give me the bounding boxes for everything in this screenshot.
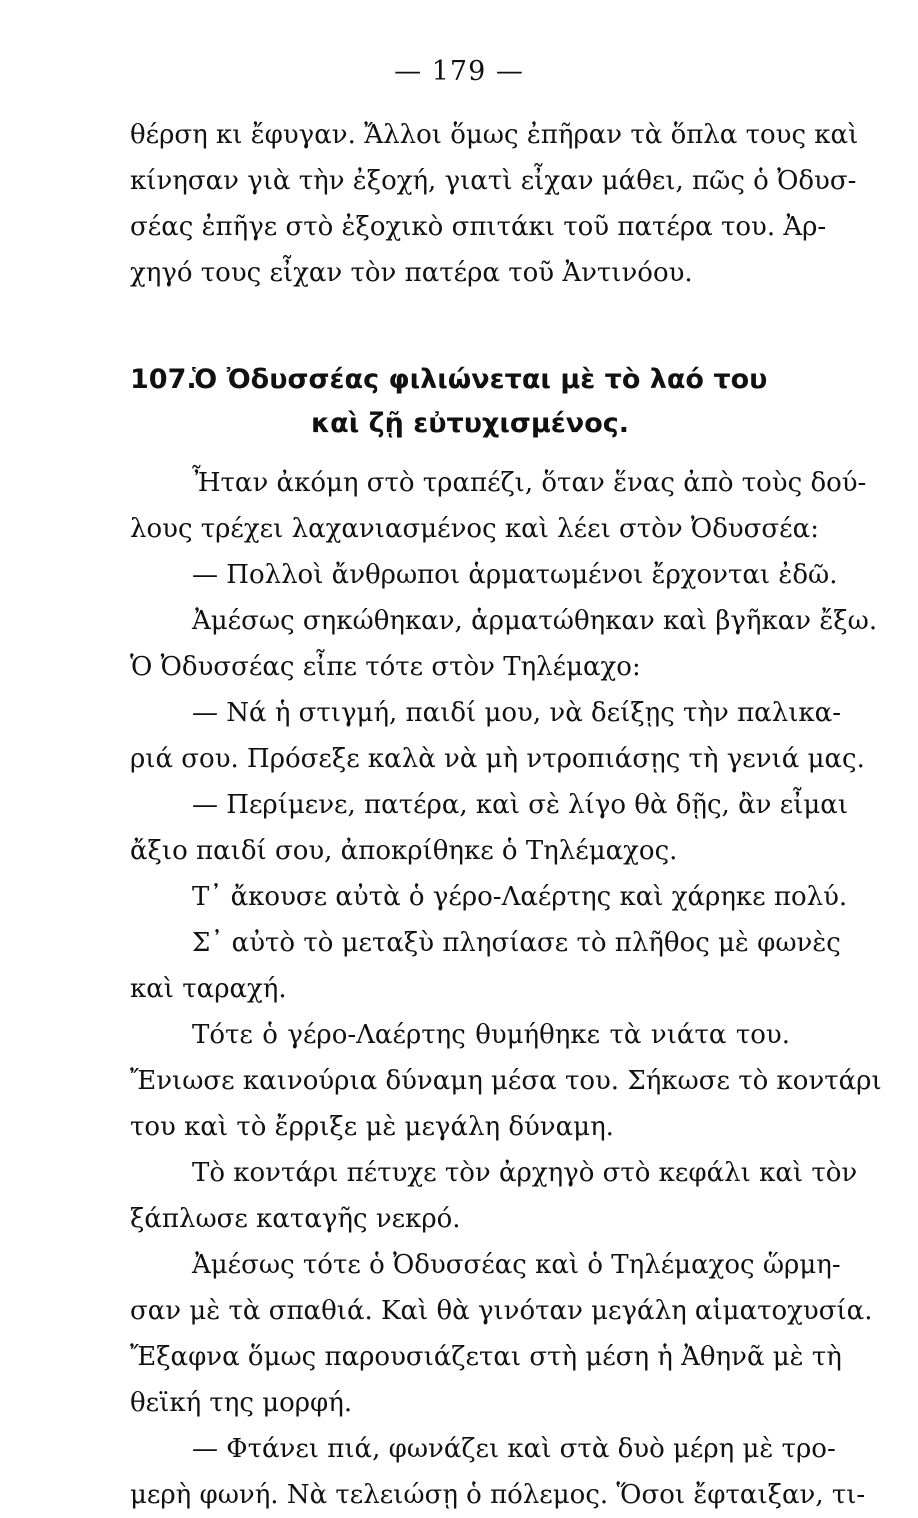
dialogue-line: — Νά ἡ στιγμή, παιδί μου, νὰ δείξῃς τὴν παλικα- [192, 698, 841, 728]
paragraph-line: μερὴ φωνή. Νὰ τελειώσῃ ὁ πόλεμος. Ὅσοι ἔφταιξαν, τι- [130, 1480, 866, 1510]
page-number: — 179 — [394, 56, 524, 87]
paragraph-line: σαν μὲ τὰ σπαθιά. Καὶ θὰ γινόταν μεγάλη αἱματοχυσία. [130, 1296, 873, 1326]
dialogue-line: — Πολλοὶ ἄνθρωποι ἁρματωμένοι ἔρχονται ἐδῶ. [192, 560, 838, 590]
section-title-part-1: Ὁ Ὀδυσσέας φιλιώνεται μὲ τὸ λαό του [192, 364, 768, 395]
paragraph-line: του καὶ τὸ ἔρριξε μὲ μεγάλη δύναμη. [130, 1112, 614, 1142]
paragraph-line: Ἀμέσως τότε ὁ Ὀδυσσέας καὶ ὁ Τηλέμαχος ὥρμη- [192, 1250, 841, 1280]
section-number: 107. [130, 364, 197, 395]
paragraph-line: Τ᾽ ἄκουσε αὐτὰ ὁ γέρο-Λαέρτης καὶ χάρηκε πολύ. [192, 882, 848, 912]
dialogue-line: — Φτάνει πιά, φωνάζει καὶ στὰ δυὸ μέρη μὲ τρο- [192, 1434, 836, 1464]
section-title-part-2: καὶ ζῇ εὐτυχισμένος. [310, 408, 629, 439]
paragraph-line: καὶ ταραχή. [130, 974, 287, 1004]
paragraph-line: ξάπλωσε καταγῆς νεκρό. [130, 1204, 461, 1234]
text-block [130, 112, 882, 1518]
paragraph-line: θέρση κι ἔφυγαν. Ἄλλοι ὅμως ἐπῆραν τὰ ὅπλα τους καὶ [130, 120, 859, 150]
dialogue-line: — Περίμενε, πατέρα, καὶ σὲ λίγο θὰ δῇς, ἂν εἶμαι [192, 790, 849, 820]
paragraph-line: θεϊκή της μορφή. [130, 1388, 353, 1418]
paragraph-line: κίνησαν γιὰ τὴν ἐξοχή, γιατὶ εἶχαν μάθει, πῶς ὁ Ὀδυσ- [130, 166, 857, 196]
paragraph-line: Τὸ κοντάρι πέτυχε τὸν ἀρχηγὸ στὸ κεφάλι καὶ τὸν [192, 1158, 858, 1188]
paragraph-line: Τότε ὁ γέρο-Λαέρτης θυμήθηκε τὰ νιάτα του. [192, 1020, 790, 1050]
paragraph-line: ριά σου. Πρόσεξε καλὰ νὰ μὴ ντροπιάσῃς τὴ γενιά μας. [130, 744, 865, 774]
section-heading [130, 312, 790, 446]
paragraph-line: Σ᾽ αὐτὸ τὸ μεταξὺ πλησίασε τὸ πλῆθος μὲ φωνὲς [192, 928, 841, 958]
paragraph-line: λους τρέχει λαχανιασμένος καὶ λέει στὸν Ὀδυσσέα: [130, 514, 819, 544]
paragraph-line: Ἔξαφνα ὅμως παρουσιάζεται στὴ μέση ἡ Ἀθηνᾶ μὲ τὴ [130, 1342, 842, 1372]
paragraph-line: χηγό τους εἶχαν τὸν πατέρα τοῦ Ἀντινόου. [130, 258, 693, 288]
paragraph-line: Ἀμέσως σηκώθηκαν, ἁρματώθηκαν καὶ βγῆκαν ἔξω. [192, 606, 878, 636]
paragraph-line: Ἦταν ἀκόμη στὸ τραπέζι, ὅταν ἕνας ἀπὸ τοὺς δού- [192, 468, 867, 498]
paragraph-line: ἄξιο παιδί σου, ἀποκρίθηκε ὁ Τηλέμαχος. [130, 836, 678, 866]
section-heading-line-1 [130, 358, 790, 402]
spacer [130, 312, 790, 358]
paragraph-line: Ὁ Ὀδυσσέας εἶπε τότε στὸν Τηλέμαχο: [130, 652, 641, 682]
paragraph-line: Ἔνιωσε καινούρια δύναμη μέσα του. Σήκωσε τὸ κοντάρι [130, 1066, 882, 1096]
paragraph-line: σέας ἐπῆγε στὸ ἐξοχικὸ σπιτάκι τοῦ πατέρα του. Ἀρ- [130, 212, 827, 242]
